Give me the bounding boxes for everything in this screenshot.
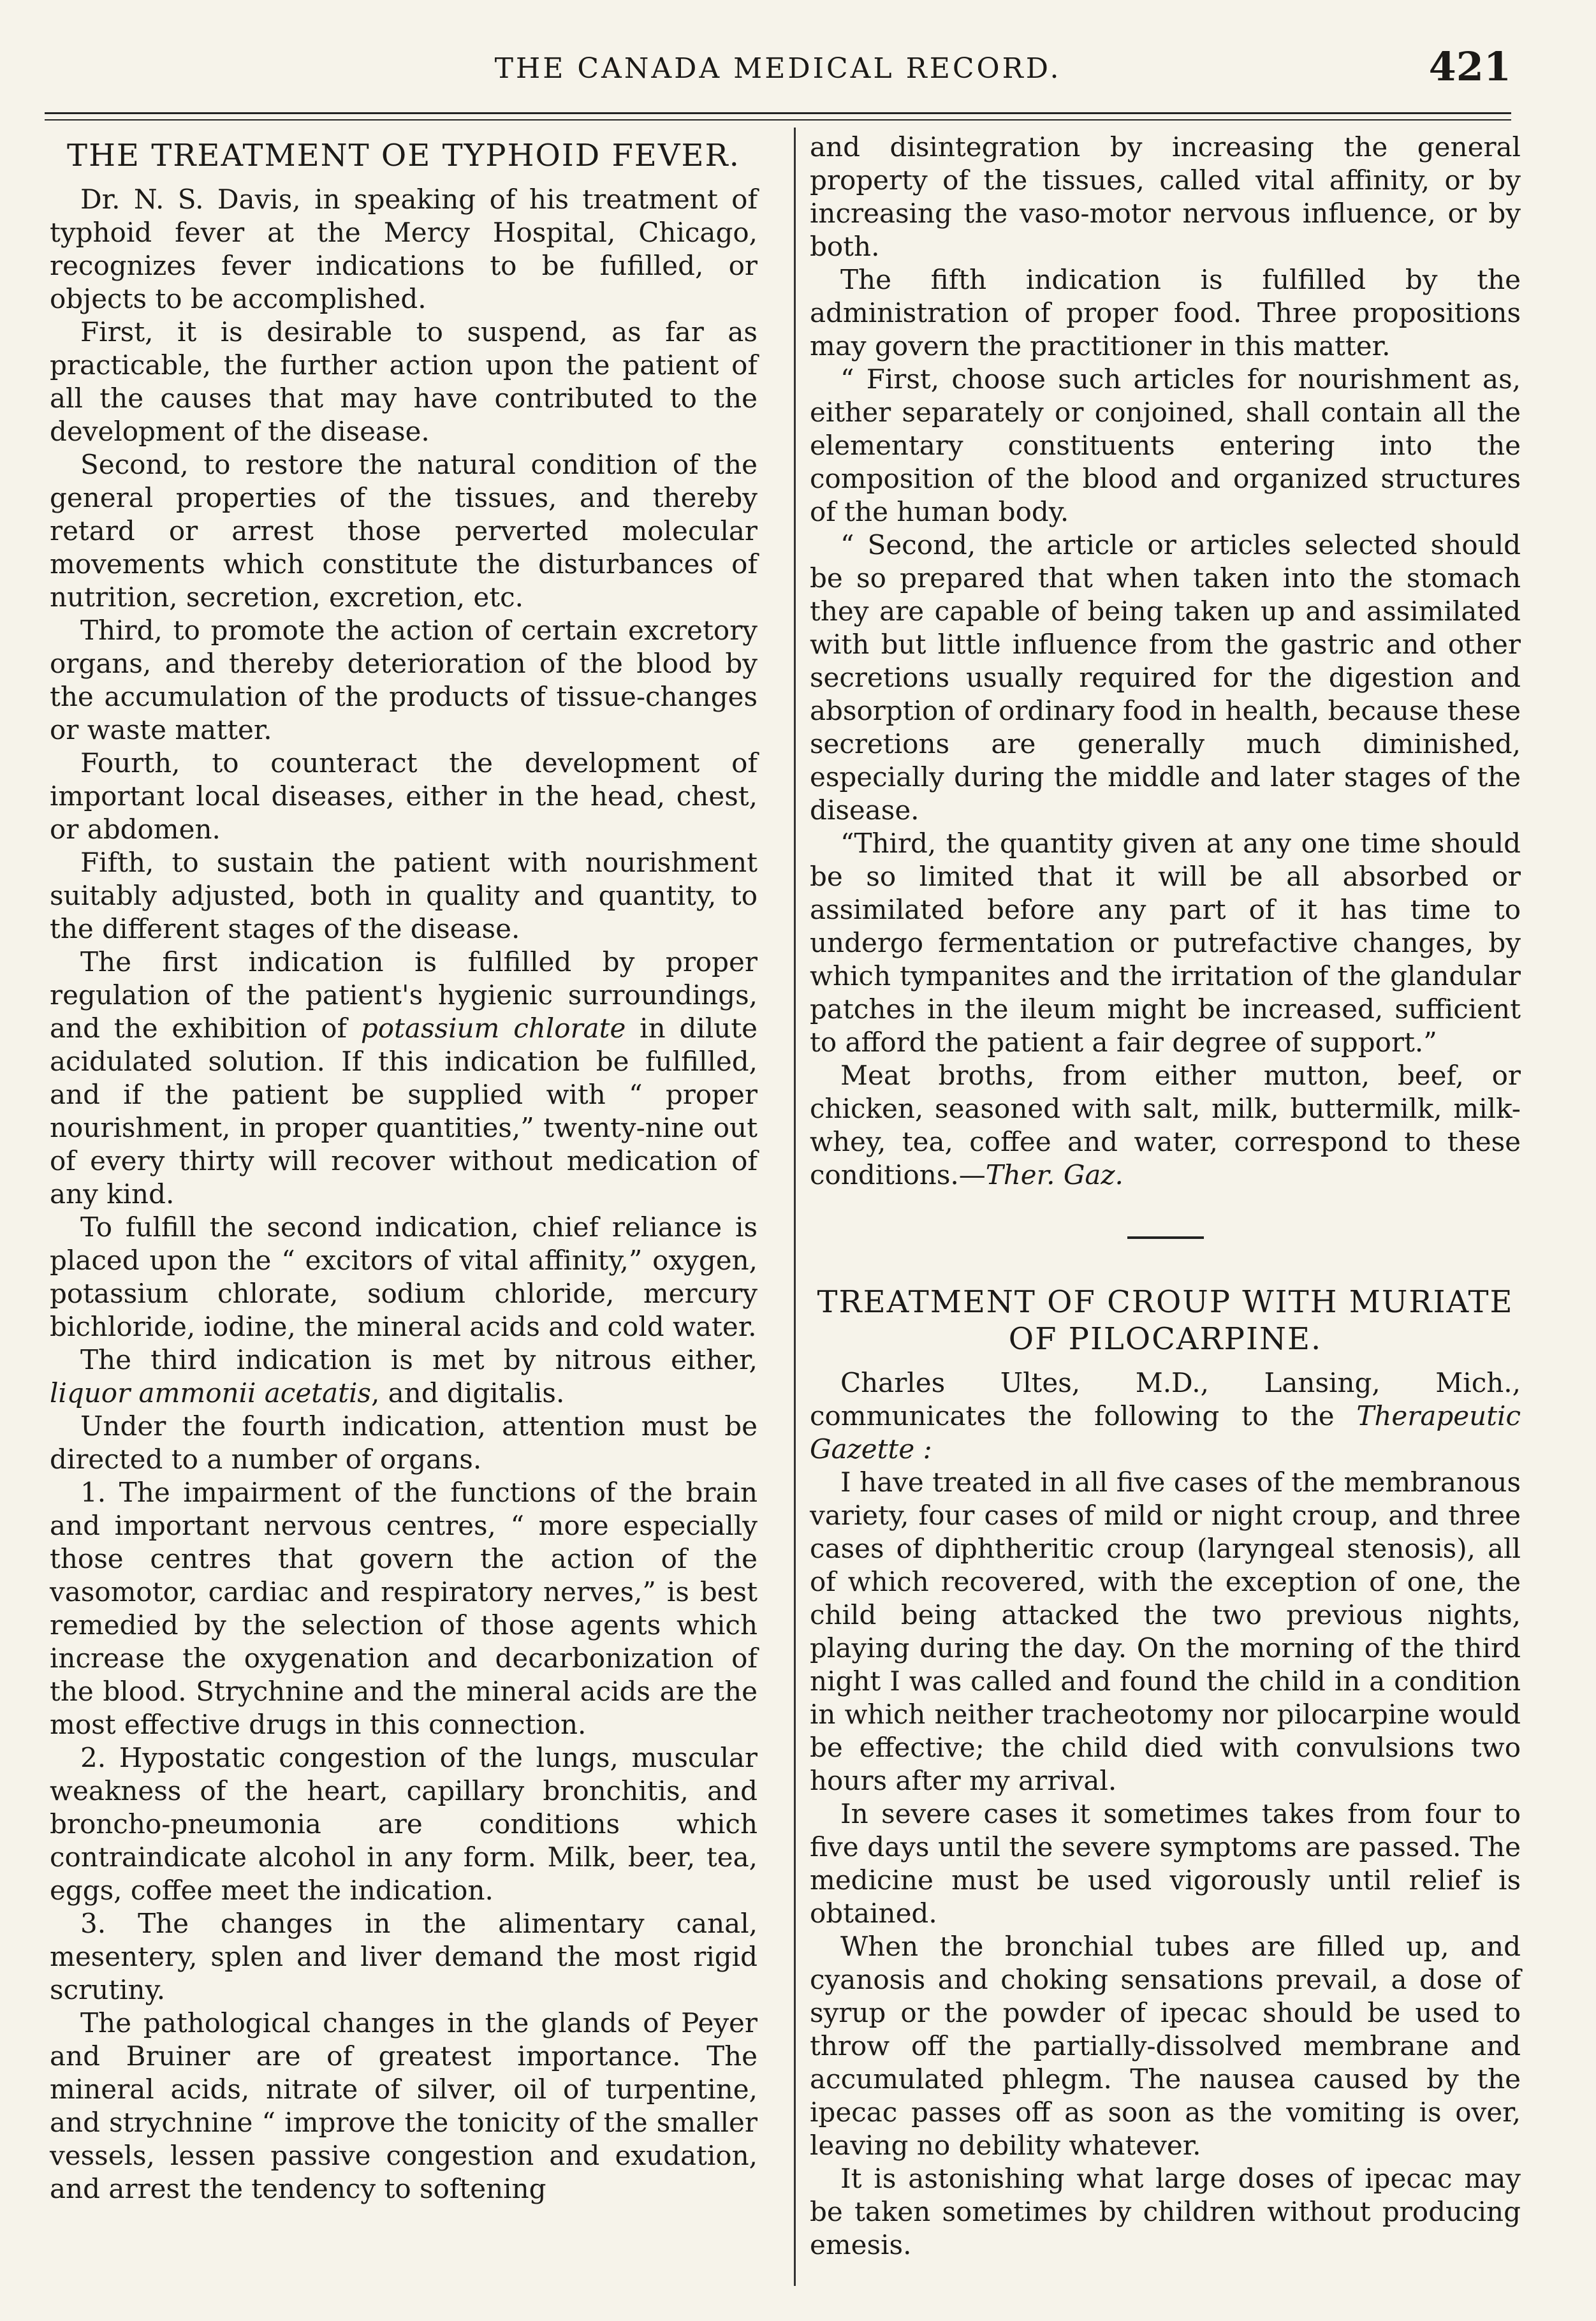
- article-title-typhoid: THE TREATMENT OE TYPHOID FEVER.: [67, 138, 740, 173]
- paragraph: I have treated in all five cases of the membranous variety, four cases of mild or night croup, and three cases of diphtheritic croup (laryngeal stenosis), all of which recovered, with the exception of one, the child being attacked the two previous nights, playing during the day. On the morning of the third night I was called and found the child in a condition in which neither tracheotomy nor pilocarpine would be effective; the child died with convulsions two hours after my arrival.: [810, 1467, 1521, 1796]
- running-head: [45, 41, 1511, 92]
- text-run: in dilute acidulated solution. If this indication be fulfilled, and if the patient be supplied with “ proper nourishment, in proper quantities,” twenty-nine out of every thirty will recover without medication of any kind.: [50, 1013, 758, 1210]
- italic-term: liquor ammonii acetatis: [50, 1377, 371, 1409]
- paragraph: Third, to promote the action of certain excretory organs, and thereby deterioration of the blood by the accumulation of the products of tissue-changes or waste matter.: [50, 615, 758, 745]
- paragraph: “Third, the quantity given at any one time should be so limited that it will be all absorbed or assimilated before any part of it has time to undergo fermentation or putrefactive changes, by which tympanites and the irritation of the glandular patches in the ileum might be increased, sufficient to afford the patient a fair degree of support.”: [810, 828, 1521, 1058]
- paragraph: Fourth, to counteract the development of important local diseases, either in the head, chest, or abdomen.: [50, 747, 758, 845]
- italic-title: Therapeutic Gazette :: [810, 1400, 1521, 1465]
- left-column: [50, 131, 758, 2206]
- right-column: [810, 131, 1521, 2262]
- paragraph: Fifth, to sustain the patient with nourishment suitably adjusted, both in quality and quantity, to the different stages of the disease.: [50, 847, 758, 944]
- paragraph: 2. Hypostatic congestion of the lungs, muscular weakness of the heart, capillary bronchitis, and broncho-pneumonia are conditions which contraindicate alcohol in any form. Milk, beer, tea, eggs, coffee meet the indication.: [50, 1742, 758, 1906]
- paragraph: [50, 1344, 758, 1410]
- paragraph: 3. The changes in the alimentary canal, mesentery, splen and liver demand the most rigid scrutiny.: [50, 1908, 758, 2005]
- paragraph: In severe cases it sometimes takes from four to five days until the severe symptoms are passed. The medicine must be used vigorously until relief is obtained.: [810, 1798, 1521, 1929]
- paragraph: and disintegration by increasing the general property of the tissues, called vital affinity, or by increasing the vaso-motor nervous influence, or by both.: [810, 131, 1521, 262]
- paragraph: [810, 1059, 1521, 1192]
- paragraph: [810, 1366, 1521, 1466]
- text-run: Meat broths, from either mutton, beef, or chicken, seasoned with salt, milk, buttermilk, milk-whey, tea, coffee and water, correspond to these conditions.—: [810, 1060, 1521, 1190]
- paragraph: It is astonishing what large doses of ipecac may be taken sometimes by children without producing emesis.: [810, 2163, 1521, 2260]
- column-divider: [794, 128, 796, 2286]
- paragraph: To fulfill the second indication, chief reliance is placed upon the “ excitors of vital affinity,” oxygen, potassium chlorate, sodium chloride, mercury bichloride, iodine, the mineral acids and cold water.: [50, 1212, 758, 1342]
- text-run: The third indication is met by nitrous either,: [80, 1344, 758, 1375]
- paragraph: “ First, choose such articles for nourishment as, either separately or conjoined, shall contain all the elementary constituents entering into the composition of the blood and organized structures of the human body.: [810, 363, 1521, 527]
- text-run: , and digitalis.: [370, 1377, 565, 1409]
- paragraph: Second, to restore the natural condition of the general properties of the tissues, and thereby retard or arrest those perverted molecular movements which constitute the disturbances of nutrition, secretion, excretion, etc.: [50, 449, 758, 613]
- article-title-croup: TREATMENT OF CROUP WITH MURIATE OF PILOCARPINE.: [817, 1284, 1514, 1357]
- paragraph: Dr. N. S. Davis, in speaking of his treatment of typhoid fever at the Mercy Hospital, Chicago, recognizes fever indications to be fufilled, or objects to be accomplished.: [50, 184, 758, 314]
- paragraph: When the bronchial tubes are filled up, and cyanosis and choking sensations prevail, a dose of syrup or the powder of ipecac should be used to throw off the partially-dissolved membrane and accumulated phlegm. The nausea caused by the ipecac passes off as soon as the vomiting is over, leaving no debility whatever.: [810, 1931, 1521, 2161]
- paragraph: Under the fourth indication, attention must be directed to a number of organs.: [50, 1410, 758, 1475]
- page-number: 421: [1428, 43, 1511, 90]
- section-ornament-rule: [1127, 1236, 1204, 1239]
- running-title: THE CANADA MEDICAL RECORD.: [494, 52, 1062, 85]
- paragraph: First, it is desirable to suspend, as far as practicable, the further action upon the patient of all the causes that may have contributed to the development of the disease.: [50, 316, 758, 447]
- text-run: The first indication is fulfilled by proper regulation of the patient's hygienic surroundings, and the exhibition of: [50, 946, 758, 1044]
- citation: Ther. Gaz.: [985, 1159, 1124, 1190]
- paragraph: The pathological changes in the glands of Peyer and Bruiner are of greatest importance. The mineral acids, nitrate of silver, oil of turpentine, and strychnine “ improve the tonicity of the smaller vessels, lessen passive congestion and exudation, and arrest the tendency to softening: [50, 2007, 758, 2204]
- paragraph: “ Second, the article or articles selected should be so prepared that when taken into the stomach they are capable of being taken up and assimilated with but little influence from the gastric and other secretions usually required for the digestion and absorption of ordinary food in health, because these secretions are generally much diminished, especially during the middle and later stages of the disease.: [810, 529, 1521, 826]
- paragraph: [50, 946, 758, 1211]
- paragraph: The fifth indication is fulfilled by the administration of proper food. Three propositions may govern the practitioner in this matter.: [810, 264, 1521, 362]
- text-run: Charles Ultes, M.D., Lansing, Mich., communicates the following to the: [810, 1367, 1521, 1431]
- italic-term: potassium chlorate: [360, 1013, 626, 1044]
- paragraph: 1. The impairment of the functions of the brain and important nervous centres, “ more especially those centres that govern the action of the vasomotor, cardiac and respiratory nerves,” is best remedied by the selection of those agents which increase the oxygenation and decarbonization of the blood. Strychnine and the mineral acids are the most effective drugs in this connection.: [50, 1477, 758, 1740]
- header-rule: [45, 112, 1511, 121]
